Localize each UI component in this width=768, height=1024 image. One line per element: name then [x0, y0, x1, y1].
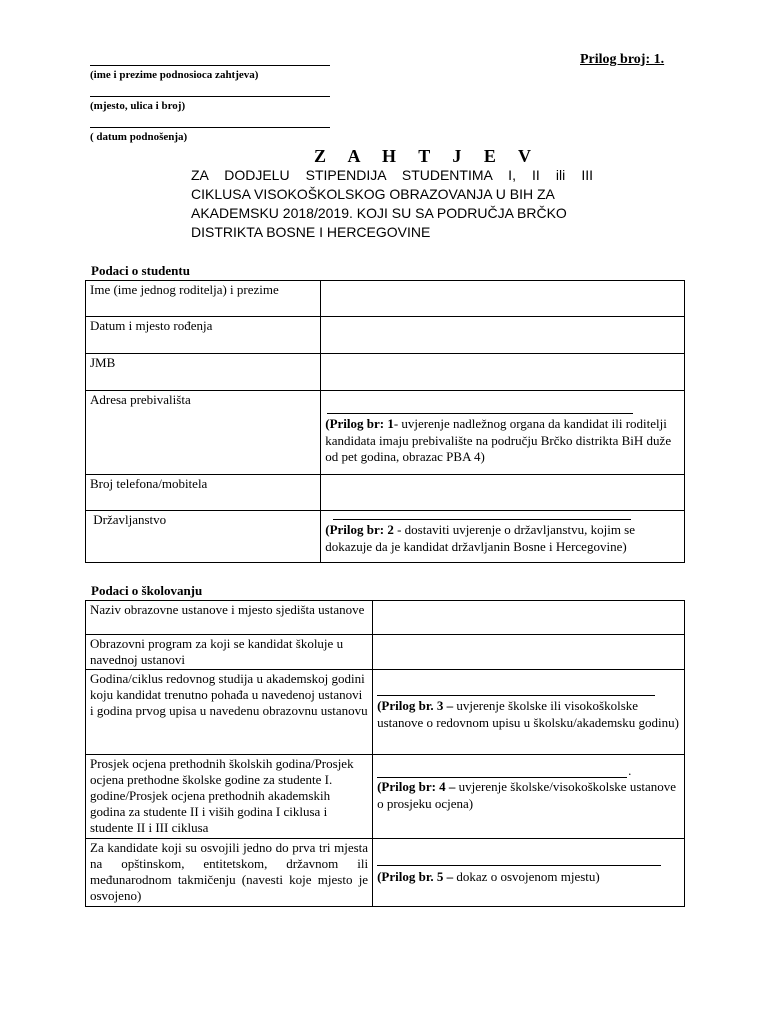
student-section-heading: Podaci o studentu: [91, 263, 190, 278]
study-year-input[interactable]: [373, 670, 685, 755]
table-row: [86, 635, 685, 670]
row-label: JMB: [86, 354, 321, 391]
student-data-table: [85, 280, 685, 563]
table-row: [86, 839, 685, 907]
program-input[interactable]: [373, 635, 685, 670]
row-label: Obrazovni program za koji se kandidat školuje u navednoj ustanovi: [86, 635, 373, 670]
attachment-note-ref: (Prilog br: 2: [325, 522, 394, 537]
grade-average-input[interactable]: [373, 755, 685, 839]
date-line[interactable]: [90, 127, 330, 128]
phone-input[interactable]: [321, 475, 685, 511]
row-label: Ime (ime jednog roditelja) i prezime: [86, 281, 321, 317]
date-caption: ( datum podnošenja): [90, 131, 188, 143]
competition-input[interactable]: [373, 839, 685, 907]
table-row: [86, 670, 685, 755]
attachment-note-ref: (Prilog br. 5 –: [377, 869, 454, 884]
institution-input[interactable]: [373, 601, 685, 635]
table-row: [86, 475, 685, 511]
attachment-note-ref: (Prilog br. 3 –: [377, 698, 454, 713]
attachment-note: [377, 698, 680, 731]
row-label: Prosjek ocjena prethodnih školskih godina/Prosjek ocjena prethodne školske godine za studente I. godine/Prosjek ocjena prethodnih akademskih godina za studente II i viših godina I ciklusa i studente II i III ciklusa: [86, 755, 373, 839]
attachment-note: [377, 779, 680, 812]
document-title: Z A H T J E V: [314, 146, 541, 166]
attachment-note: [377, 869, 680, 886]
attachment-note-text: uvjerenje školske ili visokoškolske ustanove o redovnom upisu u školsku/akademsku godinu): [377, 698, 679, 730]
fill-line: [327, 413, 633, 414]
table-row: [86, 755, 685, 839]
applicant-name-caption: (ime i prezime podnosioca zahtjeva): [90, 69, 259, 81]
attachment-note-text: uvjerenje školske/visokoškolske ustanove o prosjeku ocjena): [377, 779, 677, 811]
row-label: Adresa prebivališta: [86, 391, 321, 475]
table-row: [86, 391, 685, 475]
fill-line-suffix: .: [628, 763, 632, 778]
attachment-note: [325, 522, 680, 555]
attachment-number: Prilog broj: 1.: [580, 52, 665, 67]
education-section-heading: Podaci o školovanju: [91, 583, 203, 598]
fill-line: [377, 695, 655, 696]
row-label: Broj telefona/mobitela: [86, 475, 321, 511]
applicant-name-line[interactable]: [90, 65, 330, 66]
subtitle-line: AKADEMSKU 2018/2019. KOJI SU SA PODRUČJA BRČKO: [191, 205, 567, 221]
attachment-note-text: dokaz o osvojenom mjestu): [453, 869, 600, 884]
attachment-note-text: - dostaviti uvjerenje o državljanstvu, kojim se dokazuje da je kandidat državljanin Bosne i Hercegovine): [325, 522, 636, 554]
table-row: [86, 354, 685, 391]
subtitle-line: CIKLUSA VISOKOŠKOLSKOG OBRAZOVANJA U BIH ZA: [191, 186, 555, 202]
table-row: [86, 281, 685, 317]
attachment-note-ref: (Prilog br: 1: [325, 416, 394, 431]
attachment-note: [325, 416, 680, 466]
education-data-table: [85, 600, 685, 907]
address-caption: (mjesto, ulica i broj): [90, 100, 186, 112]
fill-line: [377, 865, 661, 866]
subtitle-line: DISTRIKTA BOSNE I HERCEGOVINE: [191, 224, 431, 240]
document-subtitle: [191, 166, 593, 242]
jmb-input[interactable]: [321, 354, 685, 391]
subtitle-line: ZA DODJELU STIPENDIJA STUDENTIMA I, II ili III: [191, 167, 593, 183]
row-label: Naziv obrazovne ustanove i mjesto sjedišta ustanove: [86, 601, 373, 635]
row-label: Za kandidate koji su osvojili jedno do prva tri mjesta na opštinskom, entitetskom, državnom ili međunarodnom takmičenju (navesti koje mjesto je osvojeno): [86, 839, 373, 907]
row-label: Godina/ciklus redovnog studija u akademskoj godini koju kandidat trenutno pohađa u navedenoj ustanovi i godina prvog upisa u navedenu obrazovnu ustanovu: [86, 670, 373, 755]
table-row: [86, 601, 685, 635]
attachment-note-ref: (Prilog br: 4 –: [377, 779, 456, 794]
table-row: [86, 511, 685, 563]
row-label: Datum i mjesto rođenja: [86, 317, 321, 354]
row-label: Državljanstvo: [86, 511, 321, 563]
full-name-input[interactable]: [321, 281, 685, 317]
birth-date-place-input[interactable]: [321, 317, 685, 354]
table-row: [86, 317, 685, 354]
fill-line: [333, 519, 631, 520]
fill-line: [377, 777, 627, 778]
citizenship-input[interactable]: [321, 511, 685, 563]
address-line[interactable]: [90, 96, 330, 97]
attachment-note-text: - uvjerenje nadležnog organa da kandidat ili roditelji kandidata imaju prebivalište na području Brčko distrikta BiH duže od pet godina, obrazac PBA 4): [325, 416, 672, 464]
residence-address-input[interactable]: [321, 391, 685, 475]
